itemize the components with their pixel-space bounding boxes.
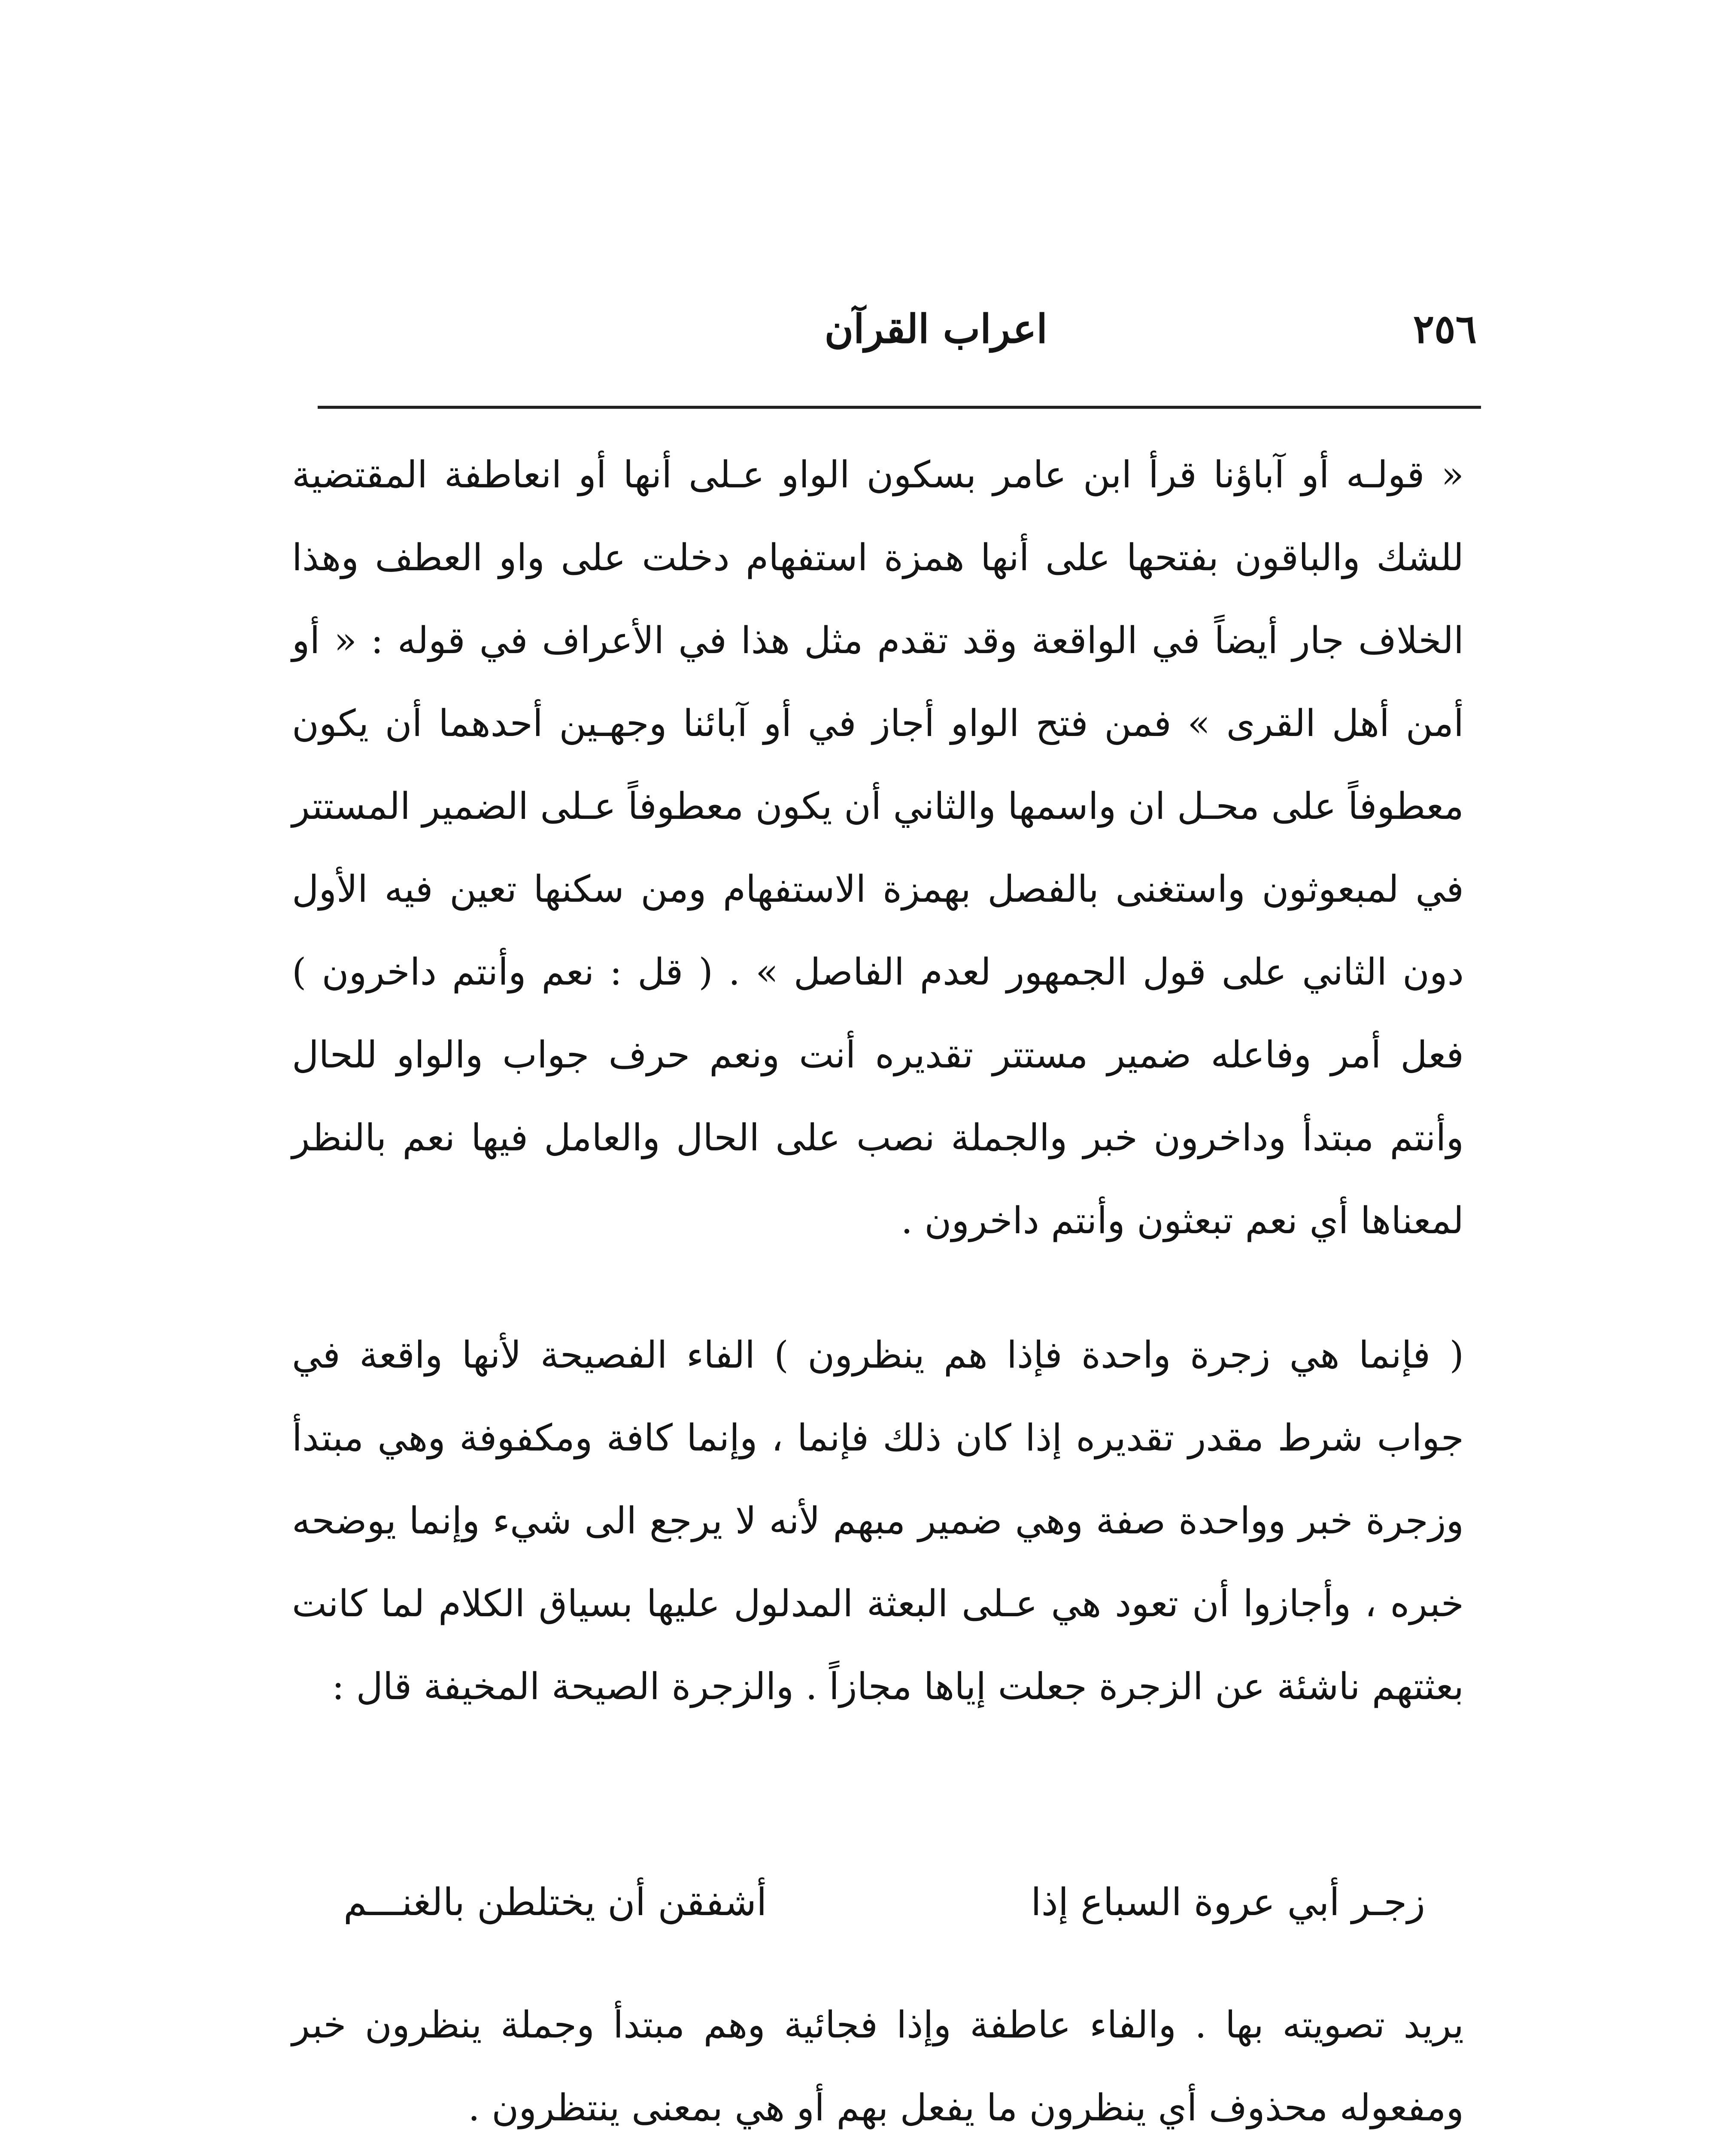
header-divider <box>318 406 1481 409</box>
page-header <box>313 301 1477 374</box>
verse-first-hemistich: زجـر أبي عروة السباع إذا <box>1031 1880 1425 1924</box>
paragraph-commentary-1: « قولـه أو آباؤنا قرأ ابن عامر بسكون الواو عـلى أنها أو انعاطفة المقتضية للشك والباقون بفتحها على أنها همزة استفهام دخلت على واو العطف وهذا الخلاف جار أيضاً في الواقعة وقد تقدم مثل هذا في الأعراف في قوله : « أو أمن أهل القرى » فمن فتح الواو أجاز في أو آبائنا وجهـين أحدهما أن يكون معطوفاً على محـل ان واسمها والثاني أن يكون معطوفاً عـلى الضمير المستتر في لمبعوثون واستغنى بالفصل بهمزة الاستفهام ومن سكنها تعين فيه الأول دون الثاني على قول الجمهور لعدم الفاصل » . ( قل : نعم وأنتم داخرون ) فعل أمر وفاعله ضمير مستتر تقديره أنت ونعم حرف جواب والواو للحال وأنتم مبتدأ وداخرون خبر والجملة نصب على الحال والعامل فيها نعم بالنظر لمعناها أي نعم تبعثون وأنتم داخرون . <box>292 453 1464 1242</box>
page-number: ٢٥٦ <box>1413 306 1477 352</box>
paragraph-commentary-2: ( فإنما هي زجرة واحدة فإذا هم ينظرون ) الفاء الفصيحة لأنها واقعة في جواب شرط مقدر تقديره إذا كان ذلك فإنما ، وإنما كافة ومكفوفة وهي مبتدأ وزجرة خبر وواحدة صفة وهي ضمير مبهم لأنه لا يرجع الى شيء وإنما يوضحه خبره ، وأجازوا أن تعود هي عـلى البعثة المدلول عليها بسياق الكلام لما كانت بعثتهم ناشئة عن الزجرة جعلت إياها مجازاً . والزجرة الصيحة المخيفة قال : <box>292 1334 1464 1708</box>
paragraph-commentary-3: يريد تصويته بها . والفاء عاطفة وإذا فجائية وهم مبتدأ وجملة ينظرون خبر ومفعوله محذوف أي ينظرون ما يفعل بهم أو هي بمعنى ينتظرون . <box>292 2004 1464 2129</box>
poetry-verse <box>343 1868 1425 1937</box>
running-title: اعراب القرآن <box>824 306 1047 352</box>
verse-second-hemistich: أشفقن أن يختلطن بالغنـــم <box>343 1880 767 1924</box>
